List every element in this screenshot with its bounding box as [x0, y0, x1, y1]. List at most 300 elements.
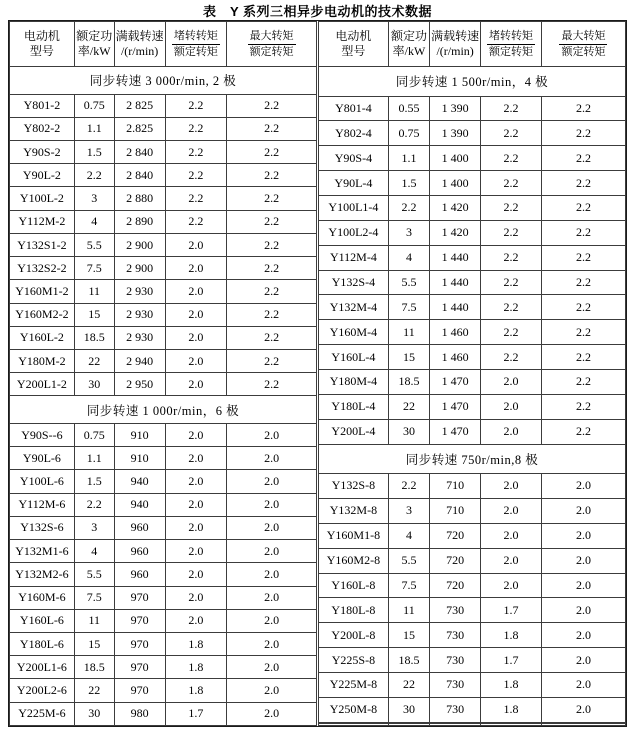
cell-power: 22	[388, 672, 429, 697]
col-header-locked-torque	[165, 22, 226, 67]
cell-power: 2.2	[388, 195, 429, 220]
cell-locked-torque: 2.2	[165, 210, 226, 233]
table-row	[10, 349, 317, 372]
cell-model: Y180M-2	[10, 349, 75, 372]
cell-locked-torque: 2.0	[165, 326, 226, 349]
table-row	[10, 702, 317, 725]
cell-speed: 980	[114, 702, 165, 725]
cell-model: Y180L-6	[10, 632, 75, 655]
cell-model: Y132M-8	[319, 498, 389, 523]
cell-model: Y802-2	[10, 117, 75, 140]
cell-model: Y160L-4	[319, 345, 389, 370]
table-row	[319, 523, 626, 548]
section-row	[10, 67, 317, 95]
cell-speed: 1 420	[430, 220, 481, 245]
cell-power: 4	[388, 523, 429, 548]
cell-locked-torque: 2.0	[165, 349, 226, 372]
cell-locked-torque: 2.0	[165, 493, 226, 516]
cell-max-torque: 2.2	[541, 295, 625, 320]
table-row	[10, 609, 317, 632]
cell-power: 4	[74, 210, 114, 233]
cell-model: Y180L-8	[319, 598, 389, 623]
cell-speed: 960	[114, 516, 165, 539]
cell-model: Y100L2-4	[319, 220, 389, 245]
cell-speed: 2 900	[114, 233, 165, 256]
cell-power: 3	[74, 187, 114, 210]
cell-model: Y160M2-2	[10, 303, 75, 326]
table-row	[10, 280, 317, 303]
cell-max-torque: 2.2	[227, 210, 317, 233]
cell-speed: 710	[430, 498, 481, 523]
cell-max-torque: 2.2	[541, 270, 625, 295]
fraction-denominator: 额定转矩	[173, 45, 218, 58]
cell-locked-torque: 2.0	[165, 447, 226, 470]
cell-model: Y160L-6	[10, 609, 75, 632]
header-line: 额定功	[390, 29, 427, 43]
right-half-table	[318, 21, 626, 726]
cell-locked-torque: 2.0	[481, 394, 542, 419]
cell-max-torque: 2.2	[227, 303, 317, 326]
cell-model: Y160M-6	[10, 586, 75, 609]
cell-model: Y132M-4	[319, 295, 389, 320]
cell-speed: 710	[430, 474, 481, 499]
cell-model: Y100L1-4	[319, 195, 389, 220]
cell-power: 11	[388, 320, 429, 345]
cell-speed: 1 470	[430, 394, 481, 419]
cell-max-torque: 2.2	[541, 96, 625, 121]
header-line: 电动机	[23, 29, 60, 43]
cell-max-torque: 2.2	[541, 245, 625, 270]
cell-speed: 1 460	[430, 345, 481, 370]
table-row	[319, 295, 626, 320]
cell-locked-torque: 1.7	[481, 598, 542, 623]
fraction-numerator: 堵转转矩	[172, 30, 220, 45]
cell-power: 30	[74, 373, 114, 396]
cell-power: 1.5	[74, 470, 114, 493]
cell-locked-torque: 2.0	[481, 498, 542, 523]
cell-speed: 1 440	[430, 270, 481, 295]
cell-power: 3	[388, 220, 429, 245]
cell-power: 1.1	[388, 146, 429, 171]
cell-model: Y132S2-2	[10, 257, 75, 280]
cell-power: 0.55	[388, 96, 429, 121]
cell-power: 1.5	[388, 171, 429, 196]
cell-speed: 2 950	[114, 373, 165, 396]
cell-max-torque: 2.0	[227, 470, 317, 493]
left-half-table	[9, 21, 317, 726]
cell-locked-torque: 2.0	[165, 516, 226, 539]
table-row	[319, 419, 626, 444]
cell-max-torque: 2.2	[541, 419, 625, 444]
cell-power: 18.5	[74, 656, 114, 679]
cell-locked-torque: 2.2	[481, 345, 542, 370]
cell-model: Y225S-8	[319, 648, 389, 673]
fraction-numerator: 堵转转矩	[487, 30, 535, 45]
table-row	[319, 270, 626, 295]
cell-power: 30	[388, 697, 429, 722]
table-row	[10, 117, 317, 140]
table-row	[319, 697, 626, 722]
cell-power: 15	[388, 345, 429, 370]
cell-speed: 940	[114, 470, 165, 493]
cell-speed: 730	[430, 623, 481, 648]
cell-model: Y160M1-2	[10, 280, 75, 303]
cell-speed: 1 390	[430, 96, 481, 121]
cell-speed: 2 840	[114, 141, 165, 164]
cell-speed: 960	[114, 540, 165, 563]
cell-power: 18.5	[74, 326, 114, 349]
fraction-denominator: 额定转矩	[561, 45, 606, 58]
cell-model: Y132S-6	[10, 516, 75, 539]
cell-model: Y200L1-2	[10, 373, 75, 396]
torque-ratio-fraction	[487, 30, 535, 59]
cell-speed: 720	[430, 523, 481, 548]
table-row	[10, 94, 317, 117]
cell-locked-torque: 2.0	[165, 609, 226, 632]
cell-power: 11	[74, 609, 114, 632]
table-row	[319, 320, 626, 345]
cell-max-torque: 2.0	[541, 548, 625, 573]
table-row	[319, 648, 626, 673]
cell-speed: 2 900	[114, 257, 165, 280]
cell-locked-torque: 2.0	[165, 586, 226, 609]
section-row	[319, 444, 626, 474]
cell-power: 0.75	[74, 424, 114, 447]
col-header-locked-torque	[481, 22, 542, 67]
cell-power: 15	[388, 623, 429, 648]
header-line: 率/kW	[392, 44, 426, 58]
section-header: 同步转速 750r/min,8 极	[319, 444, 626, 474]
cell-locked-torque: 2.0	[165, 373, 226, 396]
cell-locked-torque: 2.0	[165, 470, 226, 493]
cell-max-torque: 2.0	[541, 523, 625, 548]
table-row	[319, 220, 626, 245]
cell-speed: 970	[114, 656, 165, 679]
cell-speed: 1 400	[430, 171, 481, 196]
cell-power: 3	[74, 516, 114, 539]
cell-max-torque: 2.0	[227, 702, 317, 725]
header-line: 满载转速	[431, 29, 480, 43]
cell-max-torque: 2.0	[227, 424, 317, 447]
cell-speed: 1 470	[430, 369, 481, 394]
table-row	[319, 672, 626, 697]
cell-power: 2.2	[74, 164, 114, 187]
table-row	[10, 632, 317, 655]
cell-max-torque: 2.2	[227, 280, 317, 303]
empty-cell	[319, 724, 389, 726]
cell-model: Y160M1-8	[319, 523, 389, 548]
table-row	[10, 187, 317, 210]
cell-max-torque: 2.0	[541, 573, 625, 598]
cell-speed: 970	[114, 609, 165, 632]
cell-model: Y100L-2	[10, 187, 75, 210]
cell-speed: 1 470	[430, 419, 481, 444]
cell-speed: 910	[114, 424, 165, 447]
cell-model: Y180L-4	[319, 394, 389, 419]
empty-cell	[430, 724, 481, 726]
table-row	[10, 141, 317, 164]
table-row	[10, 164, 317, 187]
cell-model: Y132M1-6	[10, 540, 75, 563]
cell-model: Y132M2-6	[10, 563, 75, 586]
cell-max-torque: 2.0	[541, 474, 625, 499]
cell-locked-torque: 2.2	[481, 146, 542, 171]
cell-model: Y250M-8	[319, 697, 389, 722]
col-header-model	[319, 22, 389, 67]
table-row	[10, 257, 317, 280]
cell-locked-torque: 2.2	[481, 195, 542, 220]
cell-speed: 2 880	[114, 187, 165, 210]
column-header-row	[319, 22, 626, 67]
table-row	[10, 233, 317, 256]
cell-model: Y200L1-6	[10, 656, 75, 679]
table-row	[10, 424, 317, 447]
cell-model: Y90S-4	[319, 146, 389, 171]
cell-max-torque: 2.0	[227, 447, 317, 470]
cell-model: Y112M-6	[10, 493, 75, 516]
cell-locked-torque: 2.0	[165, 303, 226, 326]
empty-row	[319, 724, 626, 726]
cell-model: Y801-4	[319, 96, 389, 121]
table-row	[319, 96, 626, 121]
cell-model: Y90L-2	[10, 164, 75, 187]
cell-speed: 2.825	[114, 117, 165, 140]
empty-cell	[481, 724, 542, 726]
cell-locked-torque: 2.2	[481, 171, 542, 196]
cell-max-torque: 2.2	[227, 373, 317, 396]
cell-speed: 2 825	[114, 94, 165, 117]
cell-max-torque: 2.2	[541, 146, 625, 171]
section-header: 同步转速 3 000r/min, 2 极	[10, 67, 317, 95]
cell-model: Y132S-4	[319, 270, 389, 295]
cell-power: 5.5	[74, 233, 114, 256]
section-header: 同步转速 1 500r/min，4 极	[319, 67, 626, 97]
fraction-numerator: 最大转矩	[248, 30, 296, 45]
col-header-model	[10, 22, 75, 67]
cell-power: 5.5	[388, 270, 429, 295]
table-row	[319, 548, 626, 573]
cell-power: 18.5	[388, 648, 429, 673]
cell-power: 15	[74, 303, 114, 326]
table-row	[319, 598, 626, 623]
cell-locked-torque: 1.8	[481, 672, 542, 697]
cell-power: 0.75	[388, 121, 429, 146]
cell-max-torque: 2.0	[227, 493, 317, 516]
table-row	[319, 171, 626, 196]
cell-model: Y160L-8	[319, 573, 389, 598]
cell-speed: 910	[114, 447, 165, 470]
header-line: 率/kW	[77, 44, 111, 58]
cell-locked-torque: 2.2	[481, 96, 542, 121]
table-row	[319, 146, 626, 171]
header-line: /(r/min)	[120, 44, 159, 58]
cell-locked-torque: 1.8	[165, 632, 226, 655]
header-line: 电动机	[335, 29, 372, 43]
cell-locked-torque: 2.2	[481, 121, 542, 146]
cell-power: 30	[74, 702, 114, 725]
cell-locked-torque: 2.2	[481, 295, 542, 320]
table-row	[10, 210, 317, 233]
cell-model: Y180M-4	[319, 369, 389, 394]
empty-cell	[541, 724, 625, 726]
fraction-numerator: 最大转矩	[559, 30, 607, 45]
cell-speed: 720	[430, 573, 481, 598]
table-row	[319, 369, 626, 394]
cell-speed: 730	[430, 648, 481, 673]
cell-speed: 1 460	[430, 320, 481, 345]
cell-locked-torque: 1.7	[165, 702, 226, 725]
cell-speed: 730	[430, 672, 481, 697]
cell-speed: 1 420	[430, 195, 481, 220]
cell-max-torque: 2.0	[227, 516, 317, 539]
cell-speed: 1 390	[430, 121, 481, 146]
cell-locked-torque: 2.0	[165, 280, 226, 303]
cell-locked-torque: 1.8	[481, 623, 542, 648]
cell-locked-torque: 2.2	[165, 164, 226, 187]
cell-model: Y100L-6	[10, 470, 75, 493]
cell-model: Y90L-4	[319, 171, 389, 196]
cell-locked-torque: 1.8	[165, 656, 226, 679]
cell-power: 2.2	[74, 493, 114, 516]
cell-max-torque: 2.0	[227, 563, 317, 586]
cell-max-torque: 2.0	[541, 623, 625, 648]
cell-max-torque: 2.0	[541, 672, 625, 697]
col-header-max-torque	[541, 22, 625, 67]
cell-model: Y200L2-6	[10, 679, 75, 702]
header-line: 型号	[29, 44, 54, 58]
cell-max-torque: 2.2	[541, 345, 625, 370]
cell-model: Y160L-2	[10, 326, 75, 349]
cell-power: 1.1	[74, 447, 114, 470]
cell-speed: 730	[430, 697, 481, 722]
table-row	[10, 303, 317, 326]
cell-speed: 1 440	[430, 245, 481, 270]
cell-max-torque: 2.2	[541, 320, 625, 345]
cell-power: 22	[388, 394, 429, 419]
cell-speed: 970	[114, 679, 165, 702]
cell-locked-torque: 2.2	[165, 117, 226, 140]
cell-model: Y200L-4	[319, 419, 389, 444]
cell-power: 22	[74, 679, 114, 702]
header-line: 型号	[341, 44, 366, 58]
cell-locked-torque: 2.2	[165, 94, 226, 117]
cell-max-torque: 2.2	[541, 171, 625, 196]
cell-max-torque: 2.2	[541, 220, 625, 245]
torque-ratio-fraction	[559, 30, 607, 59]
fraction-denominator: 额定转矩	[249, 45, 294, 58]
cell-speed: 2 930	[114, 326, 165, 349]
table-row	[319, 245, 626, 270]
table-row	[319, 498, 626, 523]
cell-max-torque: 2.0	[541, 598, 625, 623]
cell-speed: 2 940	[114, 349, 165, 372]
cell-locked-torque: 2.0	[481, 523, 542, 548]
cell-locked-torque: 2.0	[165, 563, 226, 586]
cell-power: 15	[74, 632, 114, 655]
cell-speed: 2 930	[114, 280, 165, 303]
cell-max-torque: 2.2	[227, 257, 317, 280]
table-row	[319, 623, 626, 648]
cell-locked-torque: 1.7	[481, 648, 542, 673]
col-header-power	[74, 22, 114, 67]
section-header: 同步转速 1 000r/min，6 极	[10, 396, 317, 424]
cell-locked-torque: 1.8	[165, 679, 226, 702]
cell-locked-torque: 2.0	[481, 548, 542, 573]
table-row	[10, 326, 317, 349]
cell-model: Y90S-2	[10, 141, 75, 164]
cell-max-torque: 2.2	[227, 164, 317, 187]
cell-model: Y225M-8	[319, 672, 389, 697]
cell-power: 18.5	[388, 369, 429, 394]
cell-locked-torque: 2.0	[165, 424, 226, 447]
col-header-power	[388, 22, 429, 67]
col-header-speed	[114, 22, 165, 67]
section-row	[319, 67, 626, 97]
cell-model: Y112M-2	[10, 210, 75, 233]
table-row	[319, 394, 626, 419]
table-row	[319, 121, 626, 146]
cell-max-torque: 2.0	[541, 648, 625, 673]
col-header-speed	[430, 22, 481, 67]
cell-max-torque: 2.2	[541, 121, 625, 146]
cell-model: Y160M2-8	[319, 548, 389, 573]
cell-model: Y90S--6	[10, 424, 75, 447]
cell-max-torque: 2.2	[227, 326, 317, 349]
table-row	[10, 373, 317, 396]
table-row	[10, 470, 317, 493]
cell-max-torque: 2.2	[227, 141, 317, 164]
cell-power: 11	[388, 598, 429, 623]
table-title: 表 Y 系列三相异步电动机的技术数据	[202, 4, 433, 19]
cell-locked-torque: 1.8	[481, 697, 542, 722]
cell-max-torque: 2.2	[227, 117, 317, 140]
cell-max-torque: 2.0	[541, 697, 625, 722]
header-line: 额定功	[76, 29, 113, 43]
empty-cell	[388, 724, 429, 726]
cell-model: Y90L-6	[10, 447, 75, 470]
cell-locked-torque: 2.0	[481, 573, 542, 598]
cell-locked-torque: 2.0	[481, 369, 542, 394]
table-row	[10, 447, 317, 470]
table-row	[10, 563, 317, 586]
cell-power: 0.75	[74, 94, 114, 117]
cell-max-torque: 2.0	[227, 609, 317, 632]
cell-power: 22	[74, 349, 114, 372]
table-row	[319, 474, 626, 499]
cell-speed: 940	[114, 493, 165, 516]
cell-power: 7.5	[74, 586, 114, 609]
cell-model: Y225M-6	[10, 702, 75, 725]
cell-speed: 960	[114, 563, 165, 586]
cell-max-torque: 2.2	[541, 195, 625, 220]
cell-power: 4	[388, 245, 429, 270]
cell-speed: 2 890	[114, 210, 165, 233]
cell-max-torque: 2.2	[541, 369, 625, 394]
table-row	[10, 586, 317, 609]
torque-ratio-fraction	[248, 30, 296, 59]
cell-max-torque: 2.0	[227, 656, 317, 679]
table-row	[319, 573, 626, 598]
cell-speed: 730	[430, 598, 481, 623]
cell-power: 7.5	[74, 257, 114, 280]
motor-data-table	[8, 20, 627, 727]
torque-ratio-fraction	[172, 30, 220, 59]
cell-locked-torque: 2.2	[481, 320, 542, 345]
cell-max-torque: 2.0	[541, 498, 625, 523]
cell-locked-torque: 2.0	[165, 540, 226, 563]
cell-power: 1.1	[74, 117, 114, 140]
cell-power: 30	[388, 419, 429, 444]
